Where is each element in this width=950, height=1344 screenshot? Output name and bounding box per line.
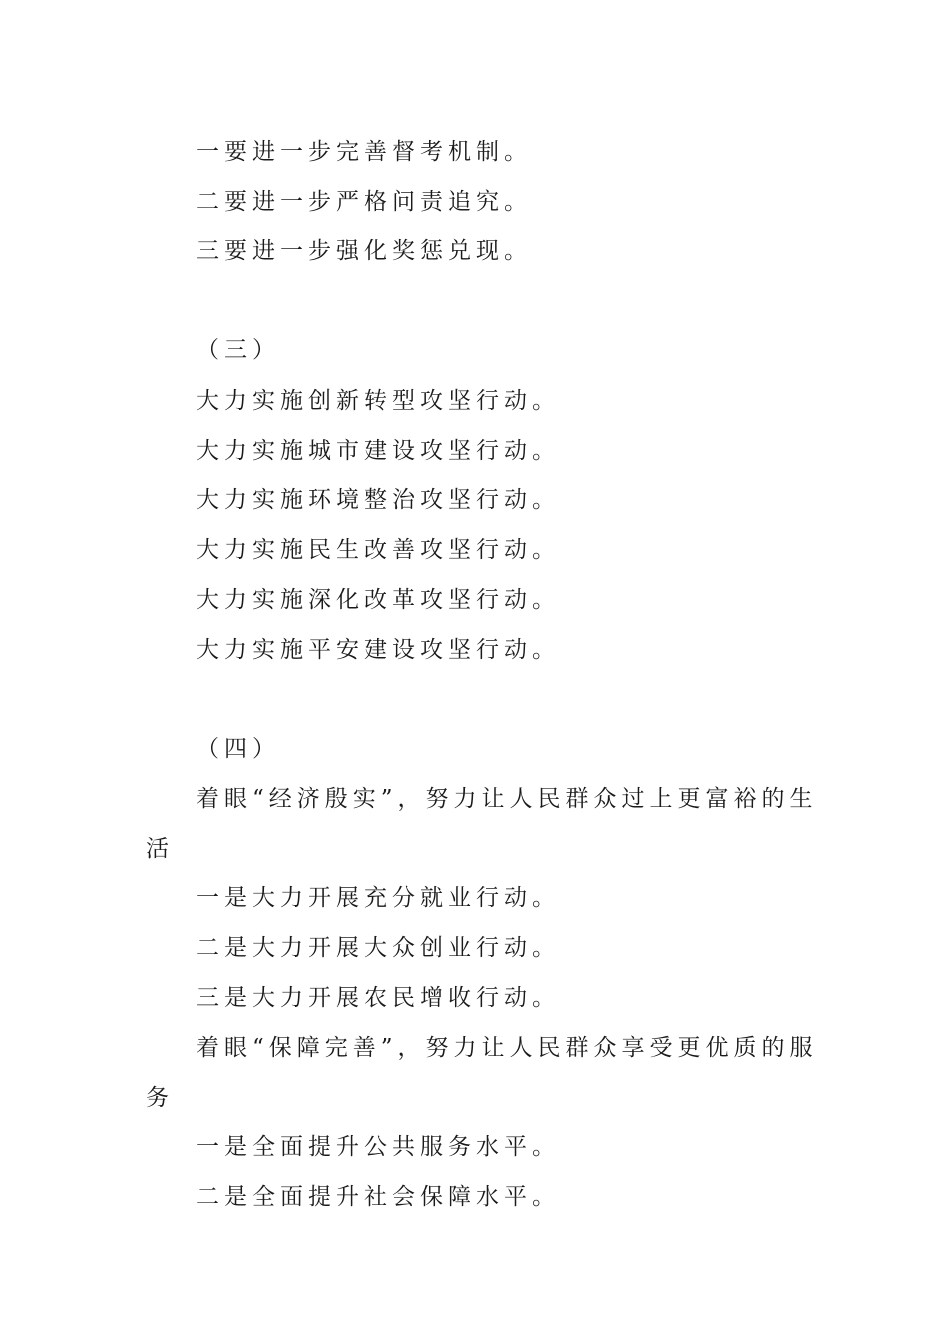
section3-item-2: 大力实施城市建设攻坚行动。	[196, 438, 560, 464]
section3-item-5: 大力实施深化改革攻坚行动。	[196, 587, 560, 613]
section3-heading: （三）	[196, 337, 280, 363]
section4-para2-item-1: 一是全面提升公共服务水平。	[196, 1134, 560, 1160]
section3-item-6: 大力实施平安建设攻坚行动。	[196, 637, 560, 663]
section2-item-1: 一要进一步完善督考机制。	[196, 139, 532, 165]
section4-para1-item-3: 三是大力开展农民增收行动。	[196, 985, 560, 1011]
section4-heading: （四）	[196, 736, 280, 762]
section4-para1-item-1: 一是大力开展充分就业行动。	[196, 885, 560, 911]
section4-para2-line2: 务	[146, 1085, 174, 1111]
section3-item-1: 大力实施创新转型攻坚行动。	[196, 388, 560, 414]
section3-item-3: 大力实施环境整治攻坚行动。	[196, 487, 560, 513]
section3-item-4: 大力实施民生改善攻坚行动。	[196, 537, 560, 563]
section4-para1-line1: 着眼“经济殷实”，努力让人民群众过上更富裕的生	[196, 786, 818, 812]
section4-para1-item-2: 二是大力开展大众创业行动。	[196, 935, 560, 961]
section4-para2-item-2: 二是全面提升社会保障水平。	[196, 1184, 560, 1210]
section2-item-3: 三要进一步强化奖惩兑现。	[196, 238, 532, 264]
section4-para2-line1: 着眼“保障完善”，努力让人民群众享受更优质的服	[196, 1035, 818, 1061]
section2-item-2: 二要进一步严格问责追究。	[196, 189, 532, 215]
section4-para1-line2: 活	[146, 836, 174, 862]
